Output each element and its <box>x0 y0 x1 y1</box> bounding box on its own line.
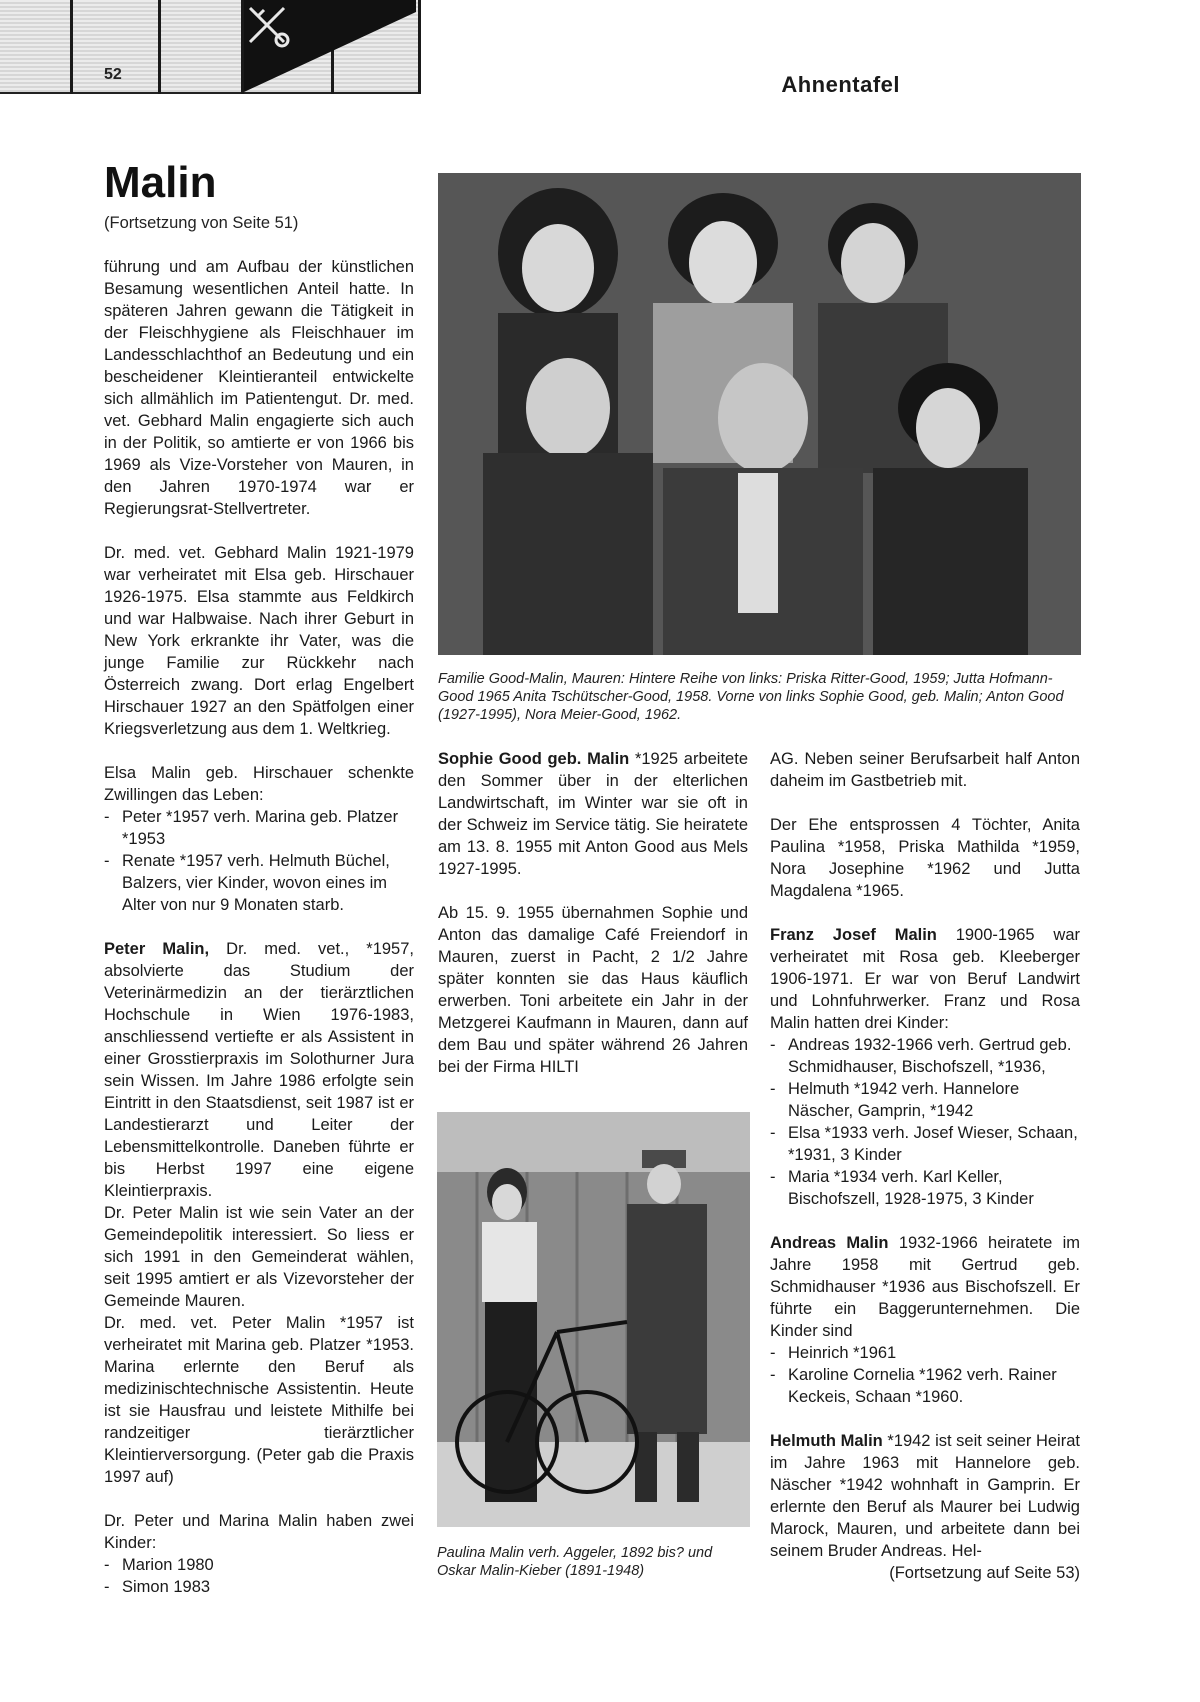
list-item: - Marion 1980 <box>104 1554 414 1576</box>
children-list <box>770 1034 1080 1210</box>
paragraph: Ab 15. 9. 1955 übernahmen Sophie und Anton das damalige Café Freiendorf in Mauren, zuerst in Pacht, 2 1/2 Jahre später konnten sie das Haus käuflich erwerben. Toni arbeitete ein Jahr in der Metzgerei Kaufmann in Mauren, dann auf dem Bau und später während 26 Jahren bei der Firma HILTI <box>438 904 748 1076</box>
paragraph: Dr. med. vet. Peter Malin *1957 ist verheiratet mit Marina geb. Platzer *1953. Marina erlernte den Beruf als medizinischtechnische Assistentin. Heute ist sie Hausfrau und leistete Mithilfe bei randzeitiger tierärztlicher Kleintierversorgung. (Peter gab die Praxis 1997 auf) <box>104 1314 414 1486</box>
paragraph: Dr. Peter Malin ist wie sein Vater an der Gemeindepolitik interessiert. So liess er sich 1991 in den Gemeinderat wählen, seit 1995 amtiert er als Vizevorsteher der Gemeinde Mauren. <box>104 1204 414 1310</box>
twins-list <box>104 806 414 916</box>
paragraph: Dr. med. vet. Gebhard Malin 1921-1979 war verheiratet mit Elsa geb. Hirschauer 1926-1975. Elsa stammte aus Feldkirch und war Halbwaise. Nach ihrer Geburt in New York erkrankte ihr Vater, was die junge Familie zur Rückkehr nach Österreich zwang. Dort erlag Engelbert Hirschauer 1927 an den Spätfolgen einer Kriegsverletzung aus dem 1. Weltkrieg. <box>104 544 414 738</box>
paragraph-text: 1932-1966 heiratete im Jahre 1958 mit Gertrud geb. Schmidhauser *1936 aus Bischofszell. Er führte ein Baggerunternehmen. Die Kinder sind <box>770 1234 1080 1340</box>
continued-from: (Fortsetzung von Seite 51) <box>104 214 299 232</box>
paragraph-text: Dr. med. vet., *1957, absolvierte das Studium der Veterinärmedizin an der tierärztlichen Hochschule in Wien 1976-1983, anschliessend vertiefte er als Assistent in einer Grosstierpraxis im Solothurner Jura sein Wissen. Im Jahre 1986 erfolgte sein Eintritt in den Staatsdienst, seit 1987 ist er Landestierarzt und Leiter der Lebensmittelkontrolle. Daneben führte er bis Herbst 1997 eine eigene Kleintierpraxis. <box>104 940 414 1200</box>
historic-couple-photo <box>437 1112 750 1527</box>
family-portrait-photo <box>438 173 1081 655</box>
paragraph <box>770 1430 1080 1562</box>
column-left <box>104 256 414 1620</box>
list-item: - Elsa *1933 verh. Josef Wieser, Schaan, *1931, 3 Kinder <box>770 1122 1080 1166</box>
photo-caption: Paulina Malin verh. Aggeler, 1892 bis? und Oskar Malin-Kieber (1891-1948) <box>437 1545 713 1579</box>
header-rule <box>158 0 161 94</box>
person-name: Andreas Malin <box>770 1234 889 1252</box>
paragraph <box>770 1232 1080 1342</box>
paragraph: AG. Neben seiner Berufsarbeit half Anton daheim im Gastbetrieb mit. <box>770 750 1080 790</box>
list-item: - Helmuth *1942 verh. Hannelore Näscher, Gamprin, *1942 <box>770 1078 1080 1122</box>
paragraph <box>438 748 748 880</box>
paragraph <box>104 938 414 1202</box>
column-right <box>770 748 1080 1584</box>
header-rule <box>70 0 73 94</box>
page-number: 52 <box>104 66 122 83</box>
paragraph-text: *1942 ist seit seiner Heirat im Jahre 1963 mit Hannelore geb. Näscher *1942 wohnhaft in Gamprin. Er erlernte den Beruf als Maurer bei Ludwig Marock, Mauren, und arbeitete dann bei seinem Bruder Andreas. Hel- <box>770 1432 1080 1560</box>
paragraph <box>770 924 1080 1034</box>
crossed-tools-emblem-icon <box>244 0 416 92</box>
children-list <box>104 1554 414 1598</box>
person-name: Franz Josef Malin <box>770 926 937 944</box>
list-item: - Andreas 1932-1966 verh. Gertrud geb. Schmidhauser, Bischofszell, *1936, <box>770 1034 1080 1078</box>
list-item: - Karoline Cornelia *1962 verh. Rainer Keckeis, Schaan *1960. <box>770 1364 1080 1408</box>
photo-caption: Familie Good-Malin, Mauren: Hintere Reihe von links: Priska Ritter-Good, 1959; Jutta Hofmann-Good 1965 Anita Tschütscher-Good, 1958. Vorne von links Sophie Good, geb. Malin; Anton Good (1927-1995), Nora Meier-Good, 1962. <box>438 671 1064 723</box>
paragraph-text: 1900-1965 war verheiratet mit Rosa geb. Kleeberger 1906-1971. Er war von Beruf Landwirt und Lohnfuhrwerker. Franz und Rosa Malin hatten drei Kinder: <box>770 926 1080 1032</box>
continued-on: (Fortsetzung auf Seite 53) <box>889 1564 1080 1582</box>
person-name: Sophie Good geb. Malin <box>438 750 630 768</box>
column-middle <box>438 748 748 1100</box>
children-list <box>770 1342 1080 1408</box>
list-item: - Simon 1983 <box>104 1576 414 1598</box>
list-item: - Renate *1957 verh. Helmuth Büchel, Balzers, vier Kinder, wovon eines im Alter von nur 9 Monaten starb. <box>104 850 414 916</box>
paragraph: Der Ehe entsprossen 4 Töchter, Anita Paulina *1958, Priska Mathilda *1959, Nora Josephine *1962 und Jutta Magdalena *1965. <box>770 816 1080 900</box>
list-item: - Maria *1934 verh. Karl Keller, Bischofszell, 1928-1975, 3 Kinder <box>770 1166 1080 1210</box>
page-title: Malin <box>104 158 217 207</box>
section-title: Ahnentafel <box>781 72 900 97</box>
paragraph: Elsa Malin geb. Hirschauer schenkte Zwillingen das Leben: <box>104 764 414 804</box>
paragraph: Dr. Peter und Marina Malin haben zwei Kinder: <box>104 1512 414 1552</box>
list-item: - Heinrich *1961 <box>770 1342 1080 1364</box>
paragraph: führung und am Aufbau der künstlichen Besamung wesentlichen Anteil hatte. In späteren Jahren gewann die Tätigkeit in der Fleischhygiene als Fleischhauer im Landesschlachthof an Bedeutung und ein bescheidener Kleintieranteil entwickelte sich allmählich im Patientengut. Dr. med. vet. Gebhard Malin engagierte sich auch in der Politik, so amtierte er von 1966 bis 1969 als Vize-Vorsteher von Mauren, in den Jahren 1970-1974 war er Regierungsrat-Stellvertreter. <box>104 258 414 518</box>
header-rule <box>418 0 421 94</box>
list-item: - Peter *1957 verh. Marina geb. Platzer *1953 <box>104 806 414 850</box>
paragraph-text: *1925 arbeitete den Sommer über in der elterlichen Landwirtschaft, im Winter war sie oft in der Schweiz im Service tätig. Sie heiratete am 13. 8. 1955 mit Anton Good aus Mels 1927-1995. <box>438 750 748 878</box>
person-name: Helmuth Malin <box>770 1432 883 1450</box>
person-name: Peter Malin, <box>104 940 210 958</box>
